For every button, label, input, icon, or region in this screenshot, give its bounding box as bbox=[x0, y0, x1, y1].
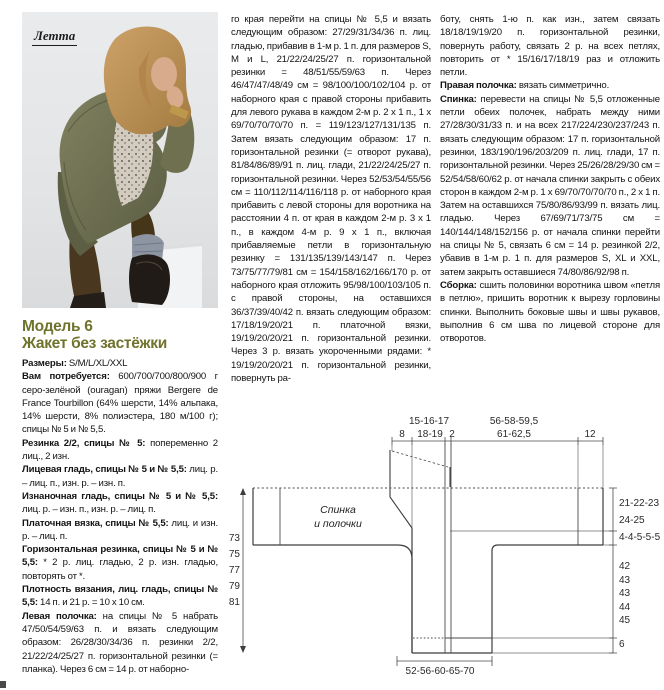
paragraph-head: Лицевая гладь, спицы № 5 и № 5,5: bbox=[22, 464, 187, 476]
dim-bottom-width: 52-56-60-65-70 bbox=[405, 666, 475, 677]
paragraph-body: * 2 р. лиц. гладью, 2 р. изн. гладью, повторять от *. bbox=[22, 557, 218, 582]
dim-body-height-xl: 44 bbox=[619, 602, 631, 613]
model-title bbox=[22, 318, 167, 352]
dim-collar-band-1: 21-22-23 bbox=[619, 498, 660, 509]
paragraph-head: Горизонтальная резинка, спицы № 5 и № 5,5: bbox=[22, 544, 218, 569]
dim-height-xl: 79 bbox=[228, 581, 240, 592]
paragraph-right-front bbox=[440, 79, 660, 92]
paragraph-stockinette bbox=[22, 463, 218, 490]
model-title-line2: Жакет без застёжки bbox=[22, 335, 167, 352]
model-title-line1: Модель 6 bbox=[22, 318, 93, 335]
paragraph-head: Изнаночная гладь, спицы № 5 и № 5,5: bbox=[22, 490, 218, 502]
dim-body-height-xxl: 45 bbox=[619, 615, 631, 626]
bottom-dimension-line bbox=[397, 656, 492, 666]
paragraph-head: Вам потребуется: bbox=[22, 371, 110, 383]
paragraph-garter bbox=[22, 517, 218, 544]
dim-height-xxl: 81 bbox=[228, 597, 240, 608]
paragraph-body: на спицы № 5 набрать 47/50/54/59/63 п. и вязать следующим образом: 26/28/30/34/36 п. резинки 2/2, 21/22/24/25/27 п. горизонтальной резинки (= планка). Через 6 см = 14 р. от наборно- bbox=[22, 610, 218, 675]
paragraph-back bbox=[440, 93, 660, 279]
paragraph-body: вязать симметрично. bbox=[516, 80, 610, 92]
model-photo bbox=[22, 12, 218, 308]
piece-label-line1: Спинка bbox=[320, 504, 356, 516]
paragraph-head: Размеры: bbox=[22, 358, 67, 369]
dim-left-bottom: 18-19 bbox=[417, 429, 443, 440]
paragraph-materials bbox=[22, 370, 218, 436]
photo-caption-text: Летта bbox=[34, 28, 76, 43]
dim-small-band: 4-4-5-5-5 bbox=[619, 532, 661, 543]
pattern-schematic bbox=[215, 400, 664, 690]
paragraph-head: Спинка: bbox=[440, 93, 477, 105]
paragraph-head: Левая полочка: bbox=[22, 610, 97, 622]
paragraph-continuation bbox=[231, 13, 431, 385]
paragraph-head: Резинка 2/2, спицы № 5: bbox=[22, 437, 146, 449]
paragraph-body: лиц. р. – лиц. п., изн. р. – изн. п. bbox=[22, 464, 218, 489]
dim-body-height-s: 42 bbox=[619, 561, 631, 572]
paragraph-reverse-stockinette bbox=[22, 490, 218, 517]
paragraph-left-front bbox=[22, 610, 218, 676]
dim-cuff-12: 12 bbox=[584, 429, 596, 440]
paragraph-continuation bbox=[440, 13, 660, 79]
paragraph-body: лиц. и изн. р. – лиц. п. bbox=[22, 517, 218, 542]
paragraph-body: сшить половинки воротника швом «петля в петлю», пришить воротник к вырезу горловины спинки. Выполнить боковые швы и швы рукавов, выполнив 6 см шва по лицевой стороне для отворотов. bbox=[440, 279, 660, 345]
paragraph-sizes bbox=[22, 357, 218, 370]
dim-height-m: 75 bbox=[228, 549, 240, 560]
paragraph-rib bbox=[22, 437, 218, 464]
right-dimension-line bbox=[609, 488, 617, 653]
paragraph-horizontal-rib bbox=[22, 543, 218, 583]
paragraph-head: Платочная вязка, спицы № 5,5: bbox=[22, 517, 169, 529]
column-right bbox=[440, 13, 660, 345]
model-photo-illustration bbox=[22, 12, 218, 308]
paragraph-assembly bbox=[440, 279, 660, 345]
paragraph-body: попеременно 2 лиц., 2 изн. bbox=[22, 437, 218, 463]
extension-lines bbox=[392, 443, 613, 653]
paragraph-gauge bbox=[22, 583, 218, 610]
dim-collar-8: 8 bbox=[399, 429, 405, 440]
paragraph-body: 600/700/700/800/900 г серо-зелёной (ouragan) пряжи Bergere de France Tourbillon (64% шерсти, 14% альпака, 14% шерсти, 8% полиэстера, 180 м/100 г); спицы № 5 и № 5,5. bbox=[22, 371, 218, 436]
dim-gap-2: 2 bbox=[449, 429, 455, 440]
paragraph-body: 14 п. и 21 р. = 10 x 10 см. bbox=[37, 597, 145, 609]
dim-height-s: 73 bbox=[228, 533, 240, 544]
column-left bbox=[22, 357, 218, 676]
paragraph-body: боту, снять 1-ю п. как изн., затем связать 18/18/19/19/20 п. горизонтальной резинки, повернуть работу, связать 2 р. на всех петлях, повторить от * 15/16/17/18/19 раз и отложить петли. bbox=[440, 14, 660, 79]
paragraph-body: лиц. р. – изн. п., изн. р. – лиц. п. bbox=[22, 504, 156, 516]
dim-collar-band-2: 24-25 bbox=[619, 515, 645, 526]
paragraph-head: Правая полочка: bbox=[440, 80, 517, 92]
cuff-fold-lines bbox=[280, 488, 578, 545]
paragraph-body: го края перейти на спицы № 5,5 и вязать следующим образом: 27/29/31/34/36 п. лиц. гладью, прибавив в 1-м р. 1 п. для размеров S, M и L, 21/22/24/25/27 п. горизонтальной резинки = 48/51/55/59/63 п. Через 46/47/47/48/49 см = 98/100/100/102/104 р. от наборного края с правой стороны прибавить для левого рукава в каждом 2-м р. 2 x 1 п., 1 x 69/70/70/70/70 п. = 119/123/127/131/135 п. Затем вязать следующим образом: 17 п. горизонтальной резинки (= отворот рукава), 81/84/86/89/91 п. лиц. глади, 21/22/24/25/27 п. горизонтальной резинки. Через 52/53/54/55/56 см = 110/112/114/116/118 р. от наборного края прибавить с левой стороны для воротника на расстоянии 4 п. от края в каждом 2-м р. 3 x 1 п., в каждом 4-м р. 9 x 1 п., включая прибавляемые петли в горизонтальную резинку = 131/135/139/143/147 п. Через 73/75/77/79/81 см = 154/158/162/166/170 р. от наборного края отложить 95/98/100/103/105 п. с правой стороны, на оставшихся 36/37/39/40/42 п. вязать следующим образом: 17/18/19/20/21 п. платочной вязки, 19/19/20/20/21 п. горизонтальной резинки. Через 3 р. вязать укороченными рядами: * 19/19/20/20/21 п. горизонтальной резинки, повернуть ра- bbox=[231, 14, 431, 385]
dim-body-height-l: 43 bbox=[619, 588, 631, 599]
paragraph-body: S/M/L/XL/XXL bbox=[66, 358, 128, 369]
collar-shaping bbox=[390, 450, 450, 528]
dim-back-bottom: 61-62,5 bbox=[497, 429, 531, 440]
dim-back-top: 56-58-59,5 bbox=[489, 416, 539, 427]
paragraph-head: Плотность вязания, лиц. гладь, спицы № 5,5: bbox=[22, 584, 218, 609]
paragraph-head: Сборка: bbox=[440, 279, 477, 291]
column-middle bbox=[231, 13, 431, 385]
dim-left-top: 15-16-17 bbox=[408, 416, 450, 427]
page-edge-mark bbox=[0, 681, 6, 688]
piece-label-line2: и полочки bbox=[314, 518, 362, 530]
paragraph-body: перевести на спицы № 5,5 отложенные петли обеих полочек, набрать между ними 27/28/30/31/33 п. и на всех 217/224/230/237/243 п. вязать следующим образом: 17 п. горизонтальной резинки, 183/190/196/203/209 п. лиц. глади, 17 п. горизонтальной резинки. Через 25/26/28/29/30 см = 52/54/58/60/62 р. от начала спинки закрыть с обеих сторон в каждом 2-м р. 1 x 69/70/70/70/70 п., 2 x 1 п. Затем на оставшихся 75/80/86/93/99 п. вязать лиц. гладью. Через 67/69/71/73/75 см = 140/144/148/152/156 р. от начала спинки перейти на спицы № 5, связать 6 см = 14 р. резинкой 2/2, убавив в 1-м р. 1 п. для размеров S, XL и XXL, затем закрыть оставшиеся 74/80/86/92/98 п. bbox=[440, 93, 660, 278]
dim-ribbing-6: 6 bbox=[619, 639, 625, 650]
photo-caption bbox=[32, 28, 77, 46]
garment-outline bbox=[253, 488, 603, 653]
dim-body-height-m: 43 bbox=[619, 575, 631, 586]
dim-height-l: 77 bbox=[228, 565, 240, 576]
